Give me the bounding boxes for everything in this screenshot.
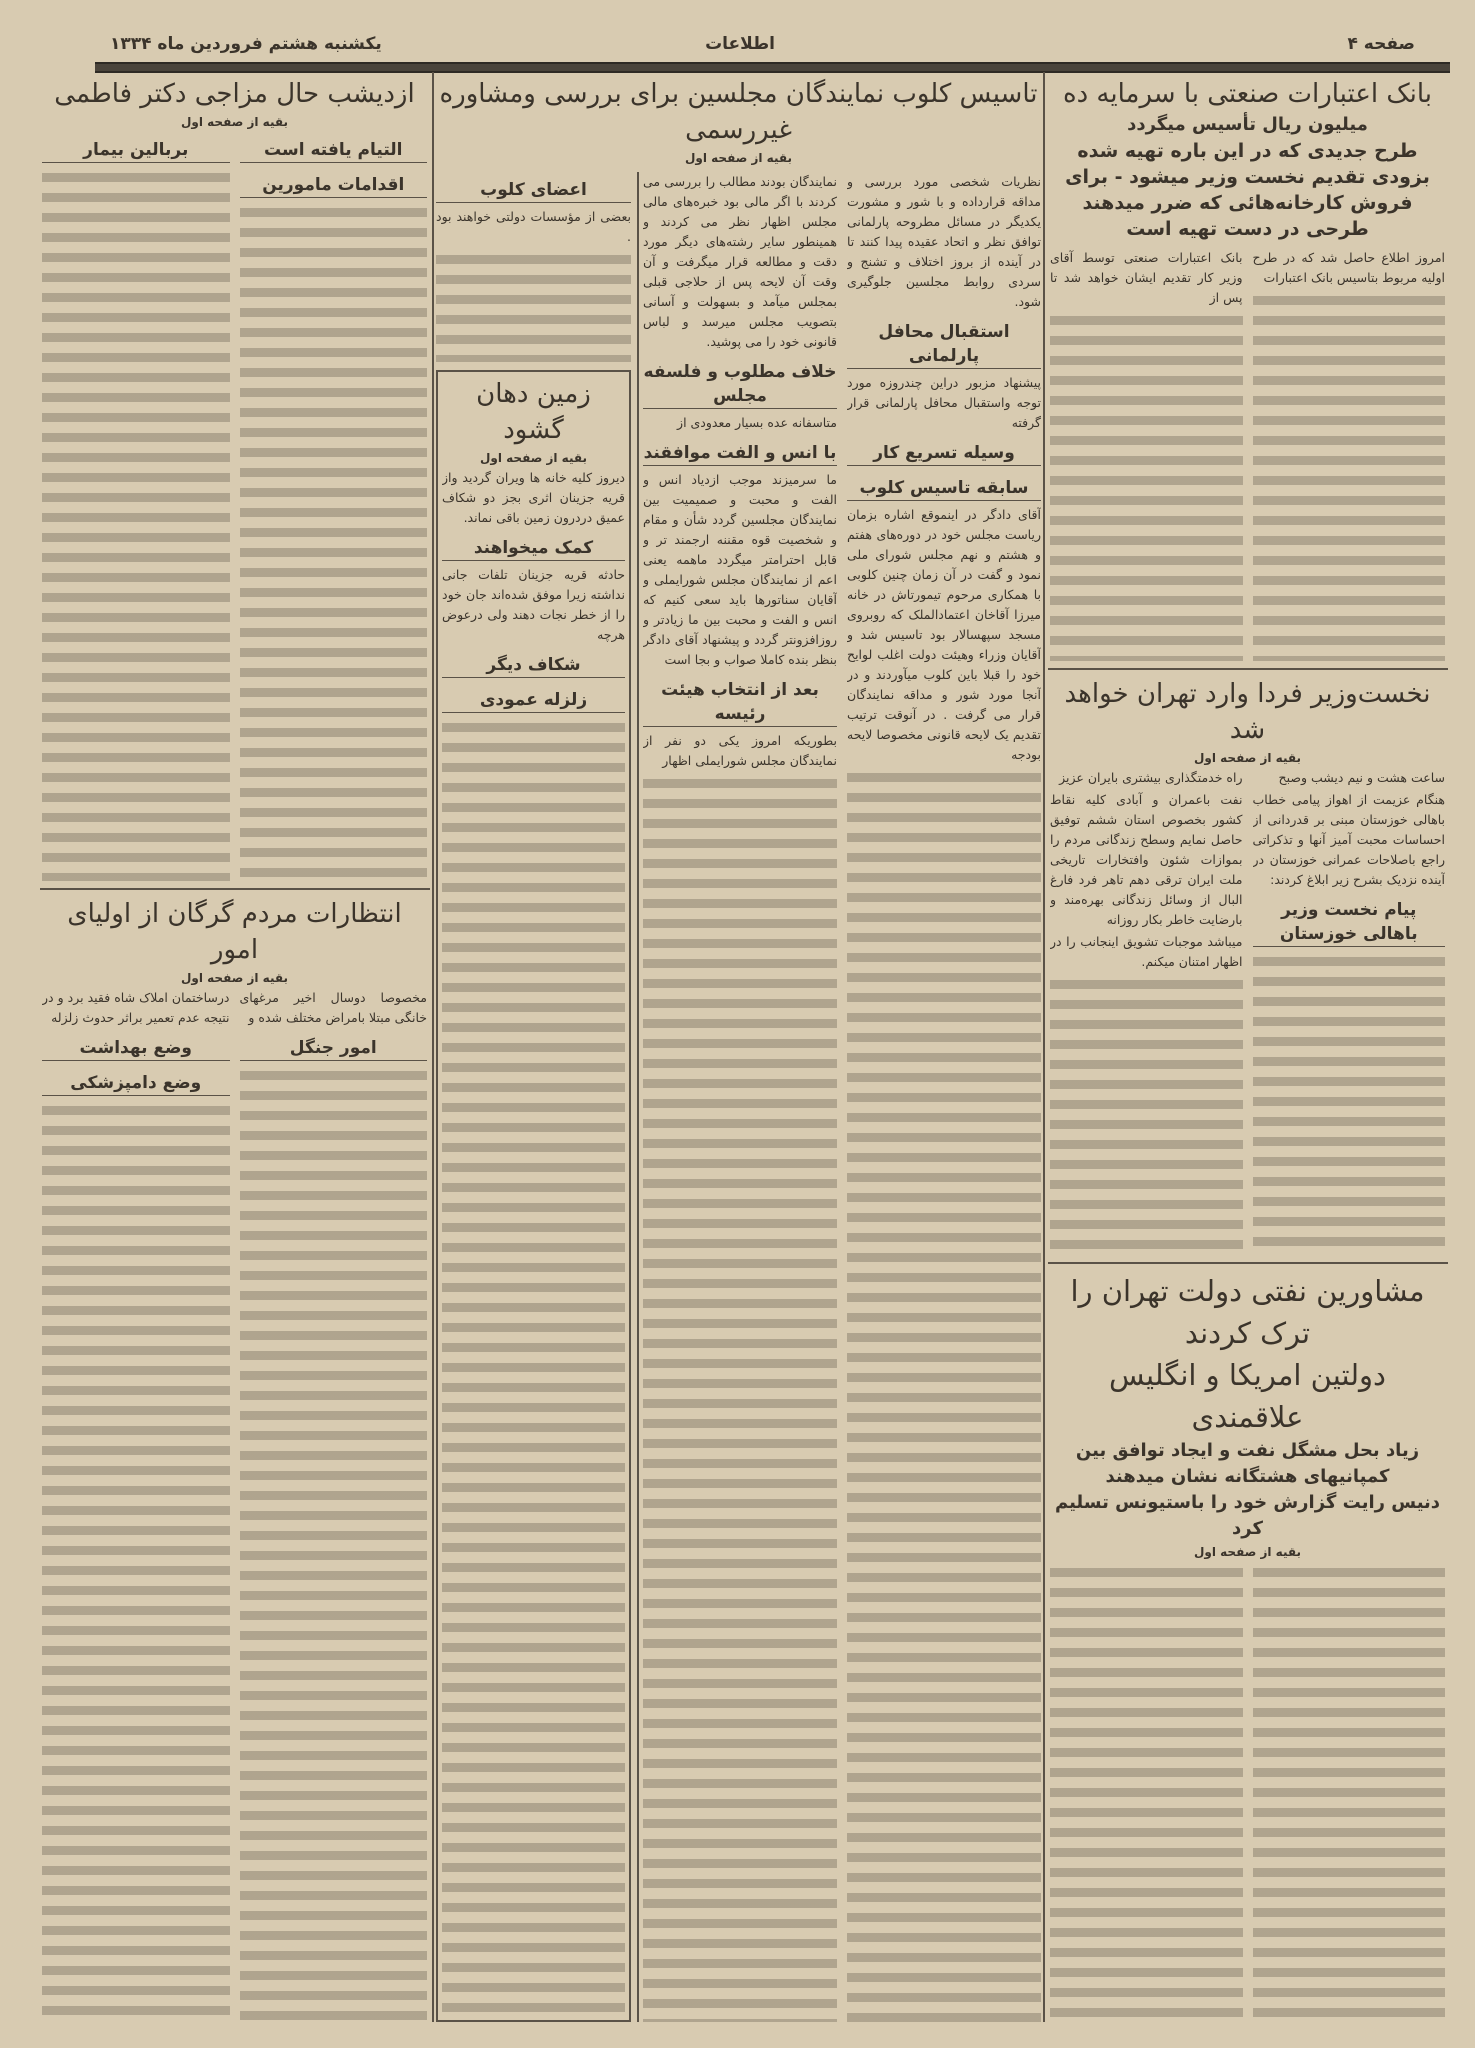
headline: زمین دهان گشود — [476, 379, 591, 445]
subheading: وسیله تسریع کار — [847, 441, 1041, 466]
text-column — [436, 172, 631, 362]
text-column — [240, 988, 428, 2022]
article-earthquake — [436, 370, 631, 2022]
illegible-text-lines — [1253, 290, 1446, 661]
paragraph: ما سرمیزند موجب ازدیاد انس و الفت و محبت و صمیمیت بین نمایندگان مجلسین گردد شأن و مقام و شخصیت قوه مقننه ارجمند تر و قابل احترامتر میگردد ماهمه یعنی اعم از نمایندگان مجلس شورایملی و آقایان سناتورها باید سعی کنیم که انس و الفت و محبت بین ما زیادتر و روزافزونتر گردد و پیشنهاد آقای دادگر بنظر بنده کاملا صواب و بجا است — [643, 472, 837, 667]
column-divider — [432, 72, 434, 2022]
continued-label: بقیه از صفحه اول — [180, 115, 288, 129]
illegible-text-lines — [240, 1065, 428, 2022]
article-prime-minister — [1050, 676, 1445, 1256]
subheading: استقبال محافل پارلمانی — [847, 320, 1041, 369]
text-column — [1253, 248, 1446, 661]
text-column — [442, 468, 625, 2016]
illegible-text-lines — [1050, 310, 1243, 661]
subheadline: طرح جدیدی که در این باره تهیه شده بزودی تقدیم نخست وزیر میشود - برای فروش کارخانه‌هائی که ضرر میدهند طرحی در دست تهیه است — [1065, 140, 1430, 240]
paragraph: بطوریکه امروز یکی دو نفر از نمایندگان مجلس شورایملی اظهار — [643, 733, 837, 768]
paragraph: درساختمان املاک شاه فقید برد و در نتیجه عدم تعمیر براثر حدوث زلزله — [42, 990, 230, 1025]
article-club-body — [637, 172, 1041, 2022]
subheading: سابقه تاسیس کلوب — [847, 476, 1041, 501]
masthead-rule — [95, 62, 1450, 73]
section-divider — [1048, 1262, 1448, 1264]
article-club — [436, 76, 1041, 2022]
paragraph: بانک اعتبارات صنعتی توسط آقای وزیر کار تقدیم ایشان خواهد شد تا پس از — [1050, 250, 1243, 305]
illegible-text-lines — [42, 167, 230, 881]
subheading: اقدامات مامورین — [240, 173, 428, 198]
paragraph: امروز اطلاع حاصل شد که در طرح اولیه مربوط بتاسیس بانک اعتبارات — [1252, 250, 1445, 285]
article-bank — [1050, 76, 1445, 661]
text-column — [847, 172, 1041, 2022]
illegible-text-lines — [436, 249, 631, 362]
headline: انتظارات مردم گرگان از اولیای امور — [67, 899, 402, 965]
illegible-text-lines — [1050, 1562, 1243, 2022]
subheadline: زیاد بحل مشگل نفت و ایجاد توافق بین کمپانیهای هشتگانه نشان میدهند — [1075, 1440, 1420, 1487]
headline: ازدیشب حال مزاجی دکتر فاطمی — [54, 79, 415, 109]
subheading: بعد از انتخاب هیئت رئیسه — [643, 678, 837, 727]
illegible-text-lines — [1253, 951, 1446, 1256]
section-divider — [1048, 668, 1448, 670]
paragraph: بعضی از مؤسسات دولتی خواهند بود . — [436, 209, 631, 244]
text-column — [240, 132, 428, 881]
paragraph: هنگام عزیمت از اهواز پیامی خطاب باهالی خوزستان مبنی بر قدردانی از احساسات محبت آمیز آنها و تذکراتی راجع باصلاحات عمرانی خوزستان در آینده نزدیک بشرح زیر ابلاغ کردند: — [1252, 792, 1445, 887]
paragraph: مخصوصا دوسال اخیر مرغهای خانگی مبتلا بامراض مختلف شده و — [239, 990, 427, 1025]
article-fatemi — [42, 76, 427, 881]
subheading: خلاف مطلوب و فلسفه مجلس — [643, 360, 837, 409]
text-column — [1050, 1562, 1243, 2022]
continued-label: بقیه از صفحه اول — [684, 151, 792, 165]
headline: بانک اعتبارات صنعتی با سرمایه ده — [1062, 79, 1433, 109]
headline: مشاورین نفتی دولت تهران را ترک کردند — [1070, 1274, 1425, 1350]
paragraph: راه خدمتگذاری بیشتری بایران عزیز — [1059, 770, 1243, 785]
page-number: صفحه ۴ — [1347, 34, 1415, 54]
subheading: کمک میخواهند — [442, 536, 625, 561]
paragraph: نفت باعمران و آبادی کلیه نقاط کشور بخصوص استان ششم توفیق حاصل نمایم وسطح زندگانی مردم را بموازات شئون وافتخارات تاریخی ملت ایران ترقی دهم تاهر فرد فارغ البال از وسائل زندگانی بهره‌مند و بارضایت خاطر بکار روزانه — [1050, 792, 1243, 927]
subheading: شکاف دیگر — [442, 653, 625, 678]
illegible-text-lines — [643, 773, 837, 2022]
illegible-text-lines — [1253, 1562, 1446, 2022]
issue-date: یکشنبه هشتم فروردین ماه ۱۳۳۴ — [110, 34, 382, 54]
paragraph: پیشنهاد مزبور دراین چندروزه مورد توجه واستقبال محافل پارلمانی قرار گرفته — [847, 375, 1041, 430]
headline-line2: میلیون ریال تأسیس میگردد — [1127, 114, 1368, 135]
headline: نخست‌وزیر فردا وارد تهران خواهد شد — [1064, 679, 1431, 745]
subheading: امور جنگل — [240, 1036, 428, 1061]
article-oil-advisers — [1050, 1270, 1445, 2022]
paragraph: دیروز کلیه خانه ها ویران گردید واز قریه جزینان اثری بجز دو شکاف عمیق دردرون زمین باقی نماند. — [442, 470, 625, 525]
illegible-text-lines — [442, 717, 625, 2016]
continued-label: بقیه از صفحه اول — [479, 451, 587, 465]
paragraph: نمایندگان بودند مطالب را بررسی می کردند با اگر مالی بود خبره‌های مالی مجلس اظهار نظر می کردند و همینطور سایر رشته‌های دیگر مورد دقت و مطالعه قرار میگرفت و آن وقت آن لایحه پس از حلاجی قبلی بمجلس میآمد و بسهولت و آسانی بتصویب مجلس میرسد و لباس قانونی خود را می پوشید. — [643, 174, 837, 349]
text-column — [1253, 768, 1446, 1256]
paragraph: میباشد موجبات تشویق اینجانب را در اظهار امتنان میکنم. — [1050, 934, 1243, 969]
subheading: با انس و الفت موافقند — [643, 441, 837, 466]
subheading: التیام یافته است — [240, 138, 428, 163]
headline-line2: دولتین امریکا و انگلیس علاقمندی — [1109, 1358, 1386, 1434]
text-column — [1050, 768, 1243, 1256]
paragraph: حادثه قریه جزینان تلفات جانی نداشته زیرا موفق شده‌اند جان خود را از خطر نجات دهند ولی درعوض هرچه — [442, 567, 625, 642]
paragraph: ساعت هشت و نیم دیشب وصبح — [1278, 770, 1445, 785]
continued-label: بقیه از صفحه اول — [180, 971, 288, 985]
continued-label: بقیه از صفحه اول — [1193, 751, 1301, 765]
continued-label: بقیه از صفحه اول — [1193, 1545, 1301, 1559]
subheadline-2: دنیس رایت گزارش خود را باستیونس تسلیم کرد — [1054, 1492, 1441, 1539]
text-column — [1253, 1562, 1446, 2022]
subheading: پیام نخست وزیر باهالی خوزستان — [1253, 898, 1446, 947]
subheading: اعضای کلوب — [436, 178, 631, 203]
subheading: زلزله عمودی — [442, 688, 625, 713]
paragraph: متاسفانه عده بسیار معدودی از — [677, 415, 837, 430]
text-column — [1050, 248, 1243, 661]
illegible-text-lines — [240, 202, 428, 881]
text-column — [42, 132, 230, 881]
column-divider — [1043, 72, 1045, 2022]
newspaper-name: اطلاعات — [705, 34, 775, 54]
paragraph: آقای دادگر در اینموقع اشاره بزمان ریاست مجلس خود در دوره‌های هفتم و هشتم و نهم مجلس شورای ملی نمود و گفت در آن زمان چنین کلوبی با همکاری مرحوم تیمورتاش در خانه میرزا آقاخان اعتمادالملک که روبروی مسجد سپهسالار بود تاسیس شد و آقایان وزراء وهیئت دولت اغلب لوایح خود را قبلا باین کلوب میآوردند و در آنجا مورد شور و مداقه نمایندگان قرار می گرفت . در آنوقت ترتیب تقدیم یک لایحه قانونی مخصوصا لایحه بودجه — [847, 507, 1041, 762]
illegible-text-lines — [1050, 974, 1243, 1256]
headline: تاسیس کلوب نمایندگان مجلسین برای بررسی ومشاوره غیررسمی — [439, 79, 1038, 145]
subheading: وضع بهداشت — [42, 1036, 230, 1061]
subheading: بربالین بیمار — [42, 138, 230, 163]
subheading: وضع دامپزشکی — [42, 1071, 230, 1096]
illegible-text-lines — [847, 767, 1041, 2022]
text-column — [643, 172, 837, 2022]
article-club-side — [436, 172, 631, 2022]
text-column — [42, 988, 230, 2022]
illegible-text-lines — [42, 1100, 230, 2022]
section-divider — [40, 888, 430, 890]
paragraph: نظریات شخصی مورد بررسی و مداقه قرارداده و با شور و مشورت یکدیگر در مسائل مطروحه پارلمانی توافق نظر و اتحاد عقیده پیدا کنند تا در آینده از بروز اختلاف و تشنج و سردی روابط مجلسین جلوگیری شود. — [847, 174, 1041, 309]
article-gorgan — [42, 896, 427, 2022]
